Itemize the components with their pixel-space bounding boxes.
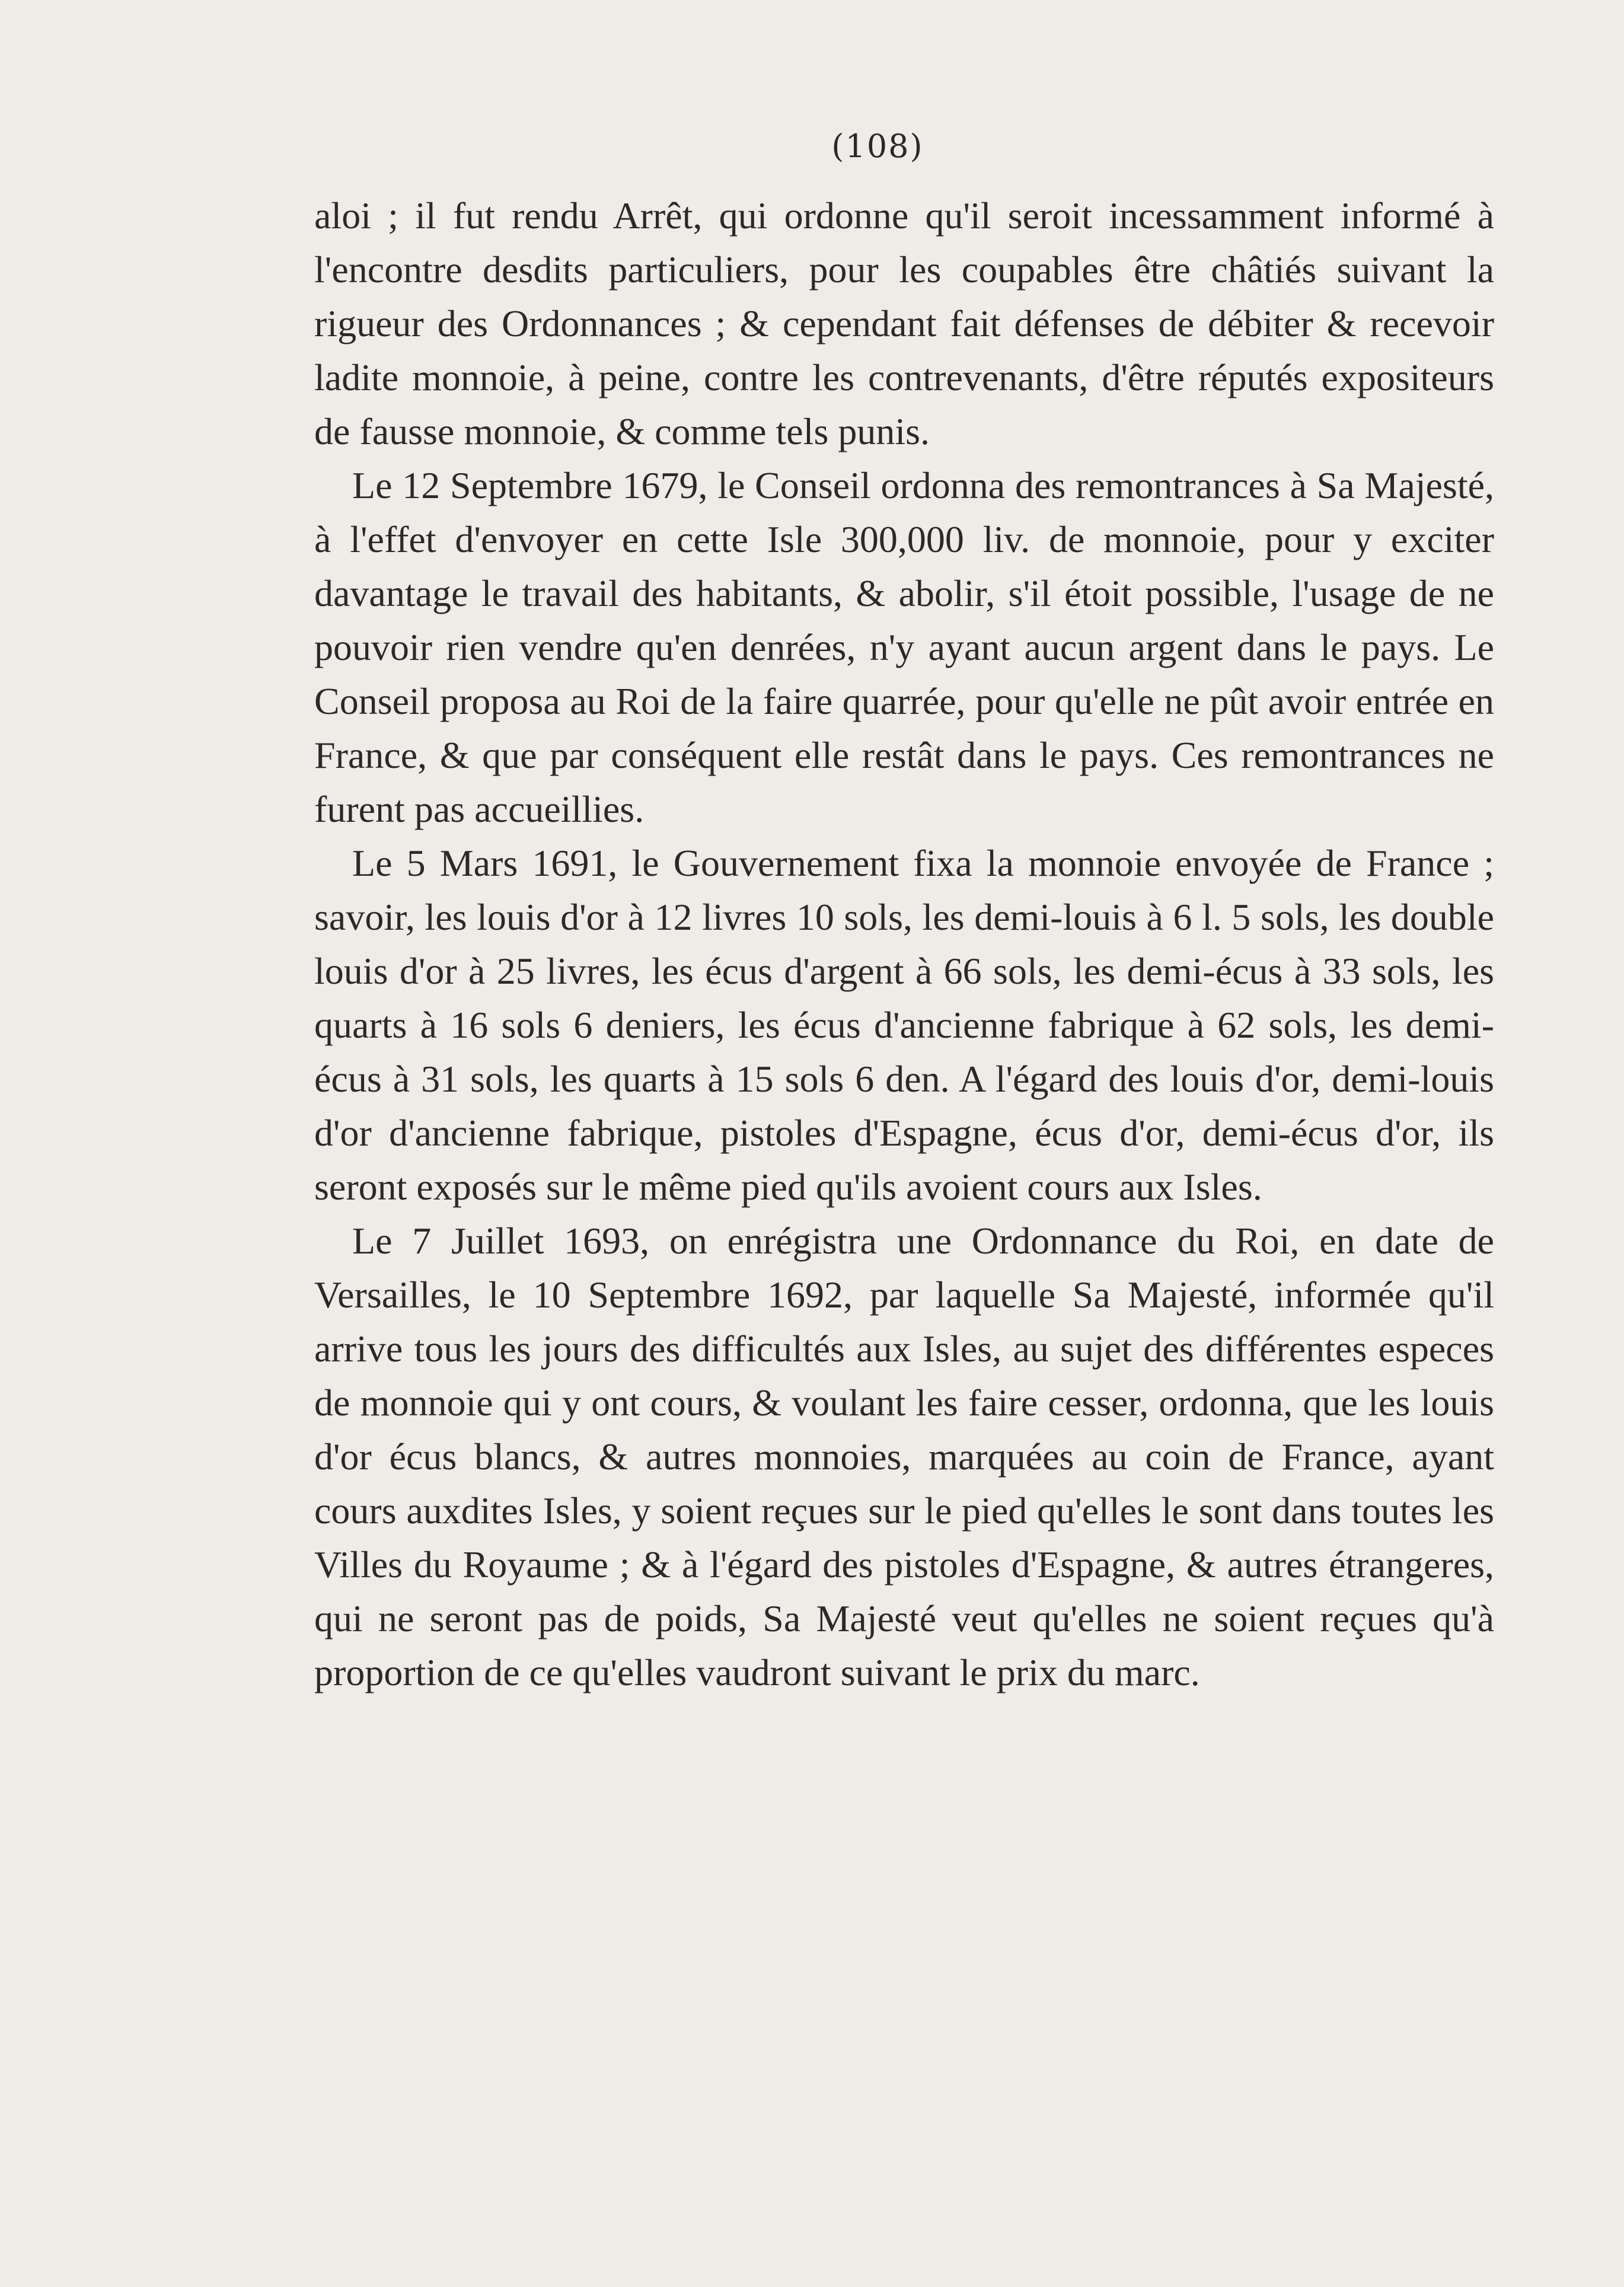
- paragraph-1: aloi ; il fut rendu Arrêt, qui ordonne qu'il seroit incessamment informé à l'encontre desdits particuliers, pour les coupables être châtiés suivant la rigueur des Ordonnances ; & cependant fait défenses de débiter & recevoir ladite monnoie, à peine, contre les contrevenants, d'être réputés expositeurs de fausse monnoie, & comme tels punis.: [314, 194, 1494, 452]
- paragraph-3: Le 5 Mars 1691, le Gouvernement fixa la monnoie envoyée de France ; savoir, les louis d'or à 12 livres 10 sols, les demi-louis à 6 l. 5 sols, les double louis d'or à 25 livres, les écus d'argent à 66 sols, les demi-écus à 33 sols, les quarts à 16 sols 6 deniers, les écus d'ancienne fabrique à 62 sols, les demi-écus à 31 sols, les quarts à 15 sols 6 den. A l'égard des louis d'or, demi-louis d'or d'ancienne fabrique, pistoles d'Espagne, écus d'or, demi-écus d'or, ils seront exposés sur le même pied qu'ils avoient cours aux Isles.: [314, 842, 1494, 1208]
- paragraph-2: Le 12 Septembre 1679, le Conseil ordonna des remontrances à Sa Majesté, à l'effet d'envoyer en cette Isle 300,000 liv. de monnoie, pour y exciter davantage le travail des habitants, & abolir, s'il étoit possible, l'usage de ne pouvoir rien vendre qu'en denrées, n'y ayant aucun argent dans le pays. Le Conseil proposa au Roi de la faire quarrée, pour qu'elle ne pût avoir entrée en France, & que par conséquent elle restât dans le pays. Ces remontrances ne furent pas accueillies.: [314, 464, 1494, 830]
- paragraph-4: Le 7 Juillet 1693, on enrégistra une Ordonnance du Roi, en date de Versailles, le 10 Septembre 1692, par laquelle Sa Majesté, informée qu'il arrive tous les jours des difficultés aux Isles, au sujet des différentes especes de monnoie qui y ont cours, & voulant les faire cesser, ordonna, que les louis d'or écus blancs, & autres monnoies, marquées au coin de France, ayant cours auxdites Isles, y soient reçues sur le pied qu'elles le sont dans toutes les Villes du Royaume ; & à l'égard des pistoles d'Espagne, & autres étrangeres, qui ne seront pas de poids, Sa Majesté veut qu'elles ne soient reçues qu'à proportion de ce qu'elles vaudront suivant le prix du marc.: [314, 1220, 1494, 1693]
- page-number: (108): [831, 127, 924, 165]
- body-text: [314, 189, 1494, 1699]
